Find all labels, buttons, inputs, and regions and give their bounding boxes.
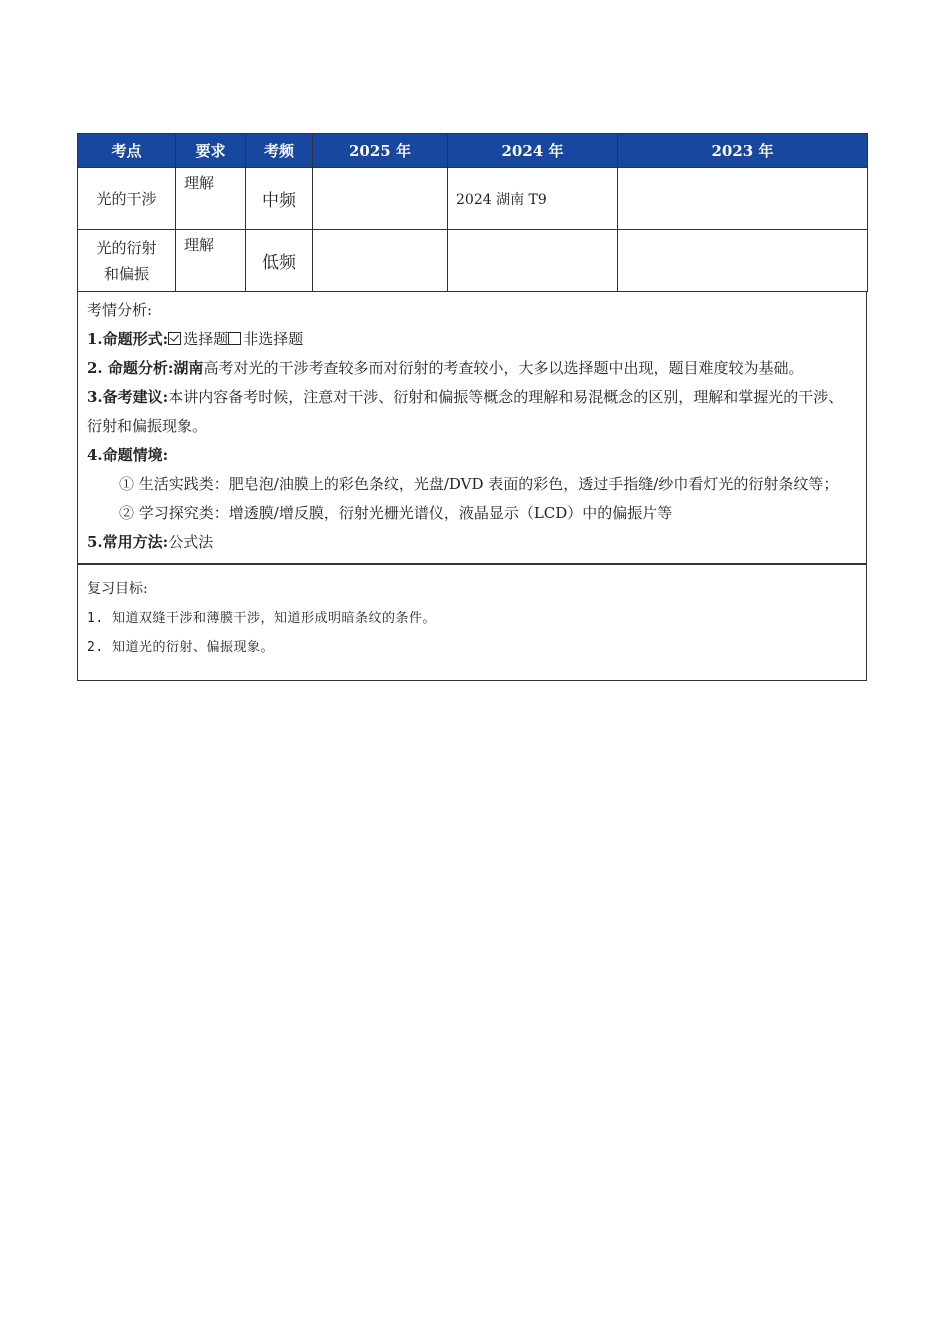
analysis-text: 高考对光的干涉考查较多而对衍射的考查较小，大多以选择题中出现，题目难度较为基础。 [203, 359, 804, 377]
table-header-row [78, 134, 868, 168]
exam-overview [77, 133, 867, 681]
analysis-item-method [87, 528, 857, 557]
empty-box-icon [228, 332, 241, 345]
goal-item: 2. 知道光的衍射、偏振现象。 [87, 640, 274, 655]
analysis-label: 2. 命题分析: [87, 359, 174, 377]
header-exam-point: 考点 [78, 134, 176, 168]
cell-year-2025 [313, 230, 448, 292]
analysis-title: 考情分析: [87, 301, 153, 319]
cell-requirement: 理解 [176, 230, 246, 292]
cell-frequency: 低频 [246, 230, 313, 292]
exam-point-table [77, 133, 868, 292]
header-year-2025: 2025 年 [313, 134, 448, 168]
cell-frequency: 中频 [246, 168, 313, 230]
cell-year-2024: 2024 湖南 T9 [448, 168, 618, 230]
header-requirement: 要求 [176, 134, 246, 168]
analysis-item-format [87, 325, 857, 354]
context-label: 4.命题情境: [87, 446, 169, 464]
review-goals-section [77, 564, 867, 681]
goal-item: 1. 知道双缝干涉和薄膜干涉，知道形成明暗条纹的条件。 [87, 611, 436, 626]
cell-year-2023 [618, 168, 868, 230]
analysis-item-analysis [87, 354, 857, 383]
format-option-nonchoice: 非选择题 [243, 330, 304, 348]
analysis-item-advice [87, 383, 857, 441]
method-label: 5.常用方法: [87, 533, 169, 551]
cell-exam-point [78, 230, 176, 292]
format-option-choice: 选择题 [183, 330, 229, 348]
context-life-practice: ① 生活实践类：肥皂泡/油膜上的彩色条纹，光盘/DVD 表面的彩色，透过手指缝/纱巾看灯光的衍射条纹等； [119, 475, 839, 493]
exam-point-line: 和偏振 [103, 264, 149, 283]
header-year-2024: 2024 年 [448, 134, 618, 168]
method-text: 公式法 [168, 533, 214, 551]
goals-title: 复习目标: [87, 581, 148, 597]
table-row [78, 230, 868, 292]
cell-requirement: 理解 [176, 168, 246, 230]
advice-label: 3.备考建议: [87, 388, 169, 406]
format-label: 1.命题形式: [87, 330, 169, 348]
cell-year-2023 [618, 230, 868, 292]
context-learning-inquiry: ② 学习探究类：增透膜/增反膜，衍射光栅光谱仪，液晶显示（LCD）中的偏振片等 [119, 504, 673, 522]
cell-exam-point: 光的干涉 [78, 168, 176, 230]
cell-year-2024 [448, 230, 618, 292]
table-row [78, 168, 868, 230]
header-year-2023: 2023 年 [618, 134, 868, 168]
header-frequency: 考频 [246, 134, 313, 168]
exam-point-line: 光的衍射 [96, 238, 157, 257]
advice-text: 本讲内容备考时候，注意对干涉、衍射和偏振等概念的理解和易混概念的区别，理解和掌握光的干涉、衍射和偏振现象。 [87, 388, 844, 435]
region-name: 湖南 [173, 359, 204, 377]
cell-year-2025 [313, 168, 448, 230]
exam-analysis-section [77, 292, 867, 564]
checked-box-icon [168, 332, 181, 345]
